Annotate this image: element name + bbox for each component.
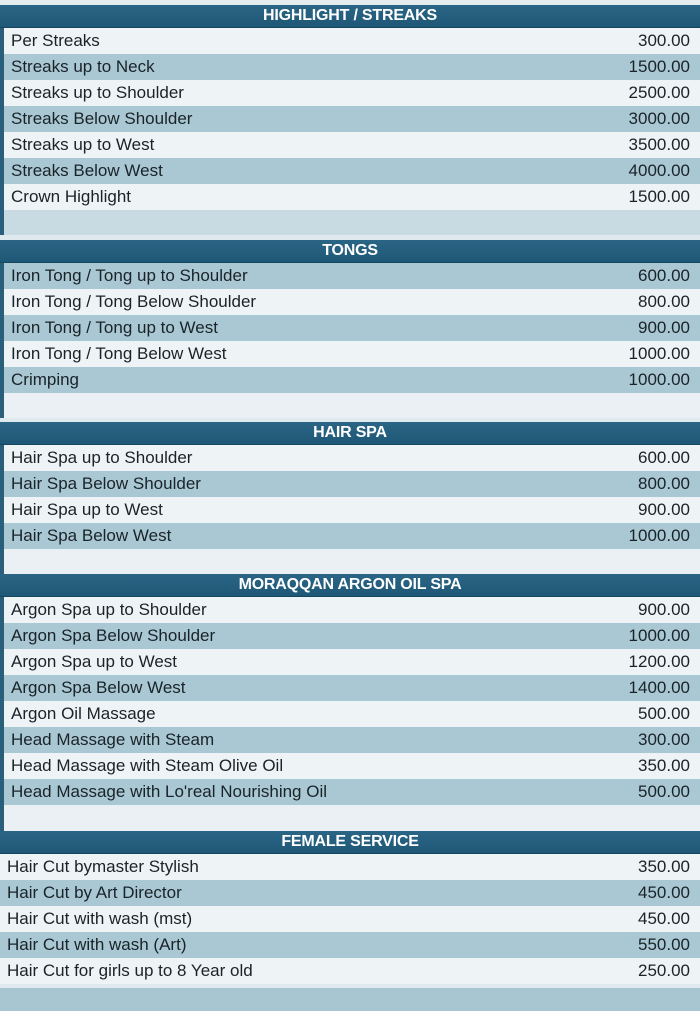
section-tongs	[0, 240, 700, 418]
service-name: Crimping	[11, 370, 80, 389]
service-price: 1000.00	[628, 526, 690, 545]
service-price: 600.00	[638, 266, 690, 285]
price-list	[0, 445, 700, 576]
service-price: 300.00	[638, 730, 690, 749]
service-name: Iron Tong / Tong up to West	[11, 318, 218, 337]
service-price: 350.00	[638, 857, 690, 876]
service-name: Argon Oil Massage	[11, 704, 156, 723]
service-name: Argon Spa Below West	[11, 678, 186, 697]
price-row	[0, 958, 700, 984]
price-row	[4, 471, 700, 497]
service-price: 300.00	[638, 31, 690, 50]
price-list	[0, 263, 700, 418]
section-header: HAIR SPA	[0, 422, 700, 445]
price-row	[0, 932, 700, 958]
section-spacer	[4, 549, 700, 576]
service-name: Streaks Below Shoulder	[11, 109, 193, 128]
price-row	[4, 158, 700, 184]
service-name: Per Streaks	[11, 31, 100, 50]
service-price: 900.00	[638, 318, 690, 337]
price-row	[4, 523, 700, 549]
service-name: Head Massage with Steam	[11, 730, 215, 749]
service-name: Streaks up to West	[11, 135, 155, 154]
service-name: Streaks up to Neck	[11, 57, 155, 76]
service-price: 1500.00	[628, 187, 690, 206]
service-name: Streaks up to Shoulder	[11, 83, 184, 102]
section-argon-oil-spa	[0, 574, 700, 832]
price-row	[4, 80, 700, 106]
price-row	[4, 54, 700, 80]
price-row	[4, 289, 700, 315]
service-name: Streaks Below West	[11, 161, 163, 180]
service-price: 500.00	[638, 704, 690, 723]
service-name: Hair Spa Below West	[11, 526, 172, 545]
section-highlight-streaks	[0, 5, 700, 235]
service-name: Argon Spa up to Shoulder	[11, 600, 207, 619]
service-name: Argon Spa up to West	[11, 652, 178, 671]
service-name: Hair Spa up to West	[11, 500, 163, 519]
price-row	[4, 132, 700, 158]
section-header: HIGHLIGHT / STREAKS	[0, 5, 700, 28]
service-price: 3500.00	[628, 135, 690, 154]
section-header: TONGS	[0, 240, 700, 263]
section-header: MORAQQAN ARGON OIL SPA	[0, 574, 700, 597]
section-header: FEMALE SERVICE	[0, 831, 700, 854]
service-name: Hair Spa Below Shoulder	[11, 474, 201, 493]
service-price: 2500.00	[628, 83, 690, 102]
price-list	[0, 597, 700, 832]
price-row	[0, 854, 700, 880]
service-price: 600.00	[638, 448, 690, 467]
service-price: 4000.00	[628, 161, 690, 180]
price-row	[4, 497, 700, 523]
service-name: Head Massage with Steam Olive Oil	[11, 756, 284, 775]
service-price: 800.00	[638, 292, 690, 311]
service-price: 450.00	[638, 909, 690, 928]
price-row	[4, 701, 700, 727]
service-name: Hair Cut for girls up to 8 Year old	[7, 961, 253, 980]
service-name: Iron Tong / Tong up to Shoulder	[11, 266, 248, 285]
service-price: 1200.00	[628, 652, 690, 671]
price-row	[4, 315, 700, 341]
service-name: Hair Cut by Art Director	[7, 883, 182, 902]
service-name: Iron Tong / Tong Below West	[11, 344, 227, 363]
service-price: 1000.00	[628, 626, 690, 645]
price-row	[4, 263, 700, 289]
service-price: 250.00	[638, 961, 690, 980]
service-name: Head Massage with Lo'real Nourishing Oil	[11, 782, 328, 801]
section-spacer	[4, 393, 700, 418]
price-row	[4, 184, 700, 210]
service-name: Hair Cut with wash (mst)	[7, 909, 193, 928]
section-female-service	[0, 831, 700, 984]
service-price: 1400.00	[628, 678, 690, 697]
service-name: Hair Cut with wash (Art)	[7, 935, 187, 954]
price-row	[4, 367, 700, 393]
price-list	[0, 28, 700, 235]
service-price: 1500.00	[628, 57, 690, 76]
service-price: 3000.00	[628, 109, 690, 128]
service-price: 450.00	[638, 883, 690, 902]
service-price: 350.00	[638, 756, 690, 775]
service-price: 800.00	[638, 474, 690, 493]
service-price: 500.00	[638, 782, 690, 801]
service-name: Crown Highlight	[11, 187, 131, 206]
price-row	[4, 649, 700, 675]
price-row	[4, 753, 700, 779]
price-row	[4, 106, 700, 132]
price-row	[4, 341, 700, 367]
price-row	[4, 727, 700, 753]
price-row	[4, 28, 700, 54]
price-row	[4, 445, 700, 471]
price-row	[0, 906, 700, 932]
section-hair-spa	[0, 422, 700, 576]
service-name: Iron Tong / Tong Below Shoulder	[11, 292, 257, 311]
footer-band	[0, 988, 700, 1011]
service-name: Argon Spa Below Shoulder	[11, 626, 216, 645]
price-row	[4, 675, 700, 701]
service-name: Hair Spa up to Shoulder	[11, 448, 193, 467]
service-price: 900.00	[638, 500, 690, 519]
section-spacer	[4, 805, 700, 832]
service-price: 1000.00	[628, 344, 690, 363]
service-name: Hair Cut bymaster Stylish	[7, 857, 199, 876]
price-row	[4, 779, 700, 805]
price-row	[4, 597, 700, 623]
service-price: 1000.00	[628, 370, 690, 389]
price-list	[0, 854, 700, 984]
service-price: 550.00	[638, 935, 690, 954]
price-row	[4, 623, 700, 649]
section-spacer	[4, 210, 700, 235]
price-row	[0, 880, 700, 906]
service-price: 900.00	[638, 600, 690, 619]
